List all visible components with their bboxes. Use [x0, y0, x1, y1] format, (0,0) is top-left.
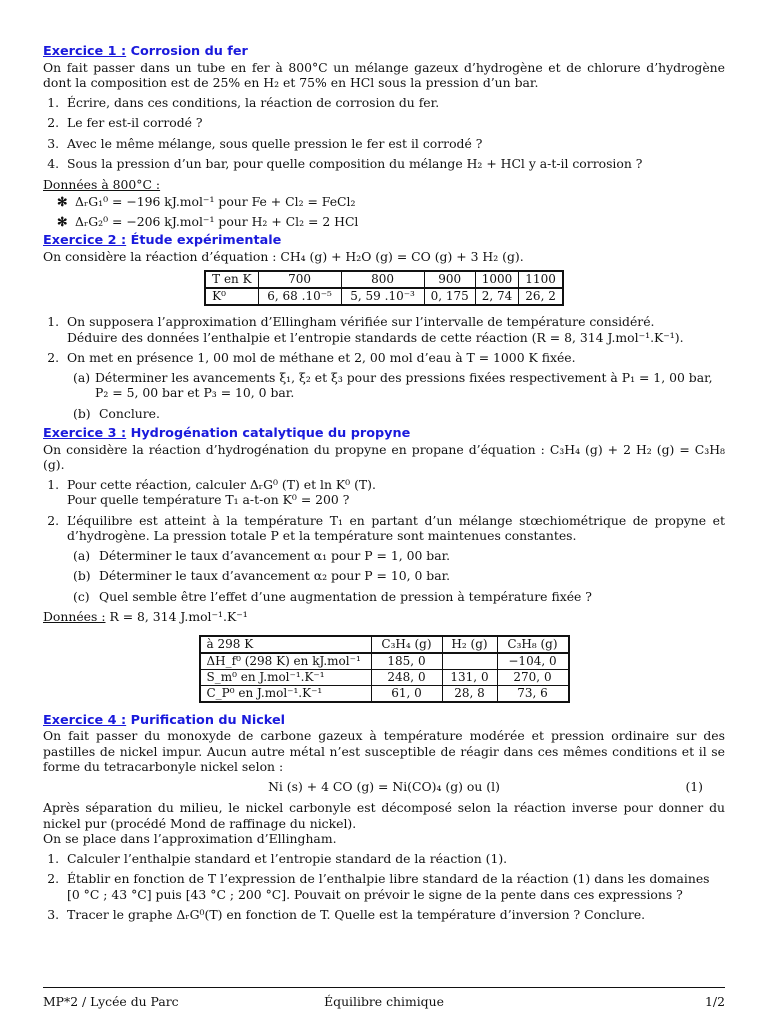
table-cell: 26, 2: [519, 288, 563, 305]
table-header-cell: H₂ (g): [442, 636, 497, 653]
question-item: [63, 477, 725, 508]
footer-course: MP*2 / Lycée du Parc: [43, 994, 179, 1009]
table-cell: 61, 0: [371, 685, 442, 702]
exercise-4-heading: [43, 713, 725, 729]
asterisk-icon: ✻: [57, 213, 68, 229]
exercise-3-data-value: R = 8, 314 J.mol⁻¹.K⁻¹: [109, 609, 248, 624]
data-bullet: [57, 194, 725, 210]
question-line: 1. Pour cette réaction, calculer ΔᵣG⁰ (T) et ln K⁰ (T).: [67, 476, 376, 492]
table-cell: 6, 68 .10⁻⁵: [258, 288, 341, 305]
reaction-equation: [43, 779, 725, 795]
sub-question-text: Quel semble être l’effet d’une augmentation de pression à température fixée ?: [98, 588, 592, 604]
sub-questions: [67, 548, 725, 605]
table-cell: 1000: [475, 271, 519, 288]
thermodynamic-data-table: [199, 635, 570, 703]
table-cell: C_P⁰ en J.mol⁻¹.K⁻¹: [200, 685, 372, 702]
question-item: 3. Tracer le graphe ΔᵣG⁰(T) en fonction de T. Quelle est la température d’inversion ? Conclure.: [63, 907, 725, 923]
exercise-1-intro: On fait passer dans un tube en fer à 800°C un mélange gazeux d’hydrogène et de chlorure d’hydrogène dont la composition est de 25% en H₂ et 75% en HCl sous la pression d’un bar.: [43, 59, 725, 90]
table-cell: 248, 0: [371, 669, 442, 685]
table-cell: [442, 653, 497, 670]
table-cell: S_m⁰ en J.mol⁻¹.K⁻¹: [200, 669, 372, 685]
question-line: 2. L’équilibre est atteint à la température T₁ en partant d’un mélange stœchiométrique de propyne et d’hydrogène. La pression totale P et la température sont maintenues constantes.: [67, 512, 725, 543]
table-header-cell: à 298 K: [200, 636, 372, 653]
sub-question: [73, 568, 725, 584]
table-cell: ΔH_f⁰ (298 K) en kJ.mol⁻¹: [200, 653, 372, 670]
table-header-cell: T en K: [205, 271, 258, 288]
question-item: 2. Le fer est-il corrodé ?: [63, 115, 725, 131]
question-item: [63, 513, 725, 605]
exercise-4-title: Purification du Nickel: [130, 712, 286, 728]
exercise-4-questions: [43, 851, 725, 923]
exercise-1-title: Corrosion du fer: [130, 44, 248, 59]
table-cell: 185, 0: [371, 653, 442, 670]
question-item: 3. Avec le même mélange, sous quelle pression le fer est il corrodé ?: [63, 136, 725, 152]
exercise-1-data-list: [57, 194, 725, 229]
equation-number: (1): [685, 778, 703, 794]
question-line: Pour quelle température T₁ a-t-on K⁰ = 200 ?: [67, 492, 350, 507]
sub-question-text: Déterminer le taux d’avancement α₂ pour P = 10, 0 bar.: [98, 568, 451, 583]
question-line: 1. On supposera l’approximation d’Ellingham vérifiée sur l’intervalle de température considéré.: [67, 314, 655, 329]
sub-question-label: (a): [73, 369, 91, 385]
sub-question-text: Déterminer le taux d’avancement α₁ pour P = 1, 00 bar.: [98, 547, 451, 563]
table-header-cell: C₃H₈ (g): [497, 636, 569, 653]
data-bullet: [57, 214, 725, 230]
table-cell: 270, 0: [497, 669, 569, 685]
exercise-2-questions: [43, 314, 725, 421]
exercise-1-heading: [43, 44, 725, 60]
table-header-cell: C₃H₄ (g): [371, 636, 442, 653]
data-bullet-text: ΔᵣG₂⁰ = −206 kJ.mol⁻¹ pour H₂ + Cl₂ = 2 HCl: [75, 213, 359, 229]
table-cell: 700: [258, 271, 341, 288]
footer-chapter: Équilibre chimique: [324, 994, 444, 1009]
sub-question-label: (b): [73, 568, 91, 583]
sub-question-text: Déterminer les avancements ξ₁, ξ₂ et ξ₃ pour des pressions fixées respectivement à P₁ = 1, 00 bar, P₂ = 5, 00 bar et P₃ = 10, 0 bar.: [95, 369, 713, 400]
exercise-3-questions: [43, 477, 725, 605]
table-header-cell: K⁰: [205, 288, 258, 305]
exercise-4-label: Exercice 4 :: [43, 712, 127, 728]
exercise-3-heading: [43, 426, 725, 442]
exercise-2-heading: [43, 233, 725, 249]
question-item: [63, 350, 725, 421]
table-cell: 1100: [519, 271, 563, 288]
sub-question-label: (b): [73, 405, 91, 421]
exercise-2-title: Étude expérimentale: [130, 233, 282, 248]
table-cell: 28, 8: [442, 685, 497, 702]
table-cell: −104, 0: [497, 653, 569, 670]
exercise-3-intro: On considère la réaction d’hydrogénation du propyne en propane d’équation : C₃H₄ (g) + 2 H₂ (g) = C₃H₈ (g).: [43, 441, 725, 472]
question-item: 1. Écrire, dans ces conditions, la réaction de corrosion du fer.: [63, 95, 725, 111]
question-item: [63, 314, 725, 345]
table-cell: 73, 6: [497, 685, 569, 702]
question-item: 4. Sous la pression d’un bar, pour quelle composition du mélange H₂ + HCl y a-t-il corrosion ?: [63, 156, 725, 172]
exercise-2-label: Exercice 2 :: [43, 233, 127, 248]
exercise-1-data-label: Données à 800°C :: [43, 176, 161, 192]
exercise-4-paragraph: Après séparation du milieu, le nickel carbonyle est décomposé selon la réaction inverse pour donner du nickel pur (procédé Mond de raffinage du nickel).: [43, 800, 725, 831]
page-footer: [43, 987, 725, 1009]
equilibrium-constant-table: [204, 270, 564, 306]
equation-text: Ni (s) + 4 CO (g) = Ni(CO)₄ (g) ou (l): [268, 778, 500, 794]
table-cell: 900: [424, 271, 475, 288]
exercise-3-label: Exercice 3 :: [43, 426, 127, 441]
exercise-3-data-label: Données :: [43, 609, 106, 624]
table-cell: 0, 175: [424, 288, 475, 305]
exercise-1-label: Exercice 1 :: [43, 44, 127, 59]
sub-question-label: (a): [73, 547, 91, 563]
sub-question: [73, 370, 725, 401]
table-cell: 131, 0: [442, 669, 497, 685]
exercise-1-questions: [43, 95, 725, 172]
data-bullet-text: ΔᵣG₁⁰ = −196 kJ.mol⁻¹ pour Fe + Cl₂ = FeCl₂: [75, 194, 356, 209]
exercise-4-paragraph: On se place dans l’approximation d’Ellingham.: [43, 831, 337, 846]
sub-question-label: (c): [73, 588, 90, 604]
question-line: 2. On met en présence 1, 00 mol de méthane et 2, 00 mol d’eau à T = 1000 K fixée.: [67, 350, 576, 365]
sub-questions: [67, 370, 725, 422]
exercise-4-intro: On fait passer du monoxyde de carbone gazeux à température modérée et pression ordinaire sur des pastilles de nickel impur. Aucun autre métal n’est susceptible de réagir dans ces mêmes conditions et il se forme du tetracarbonyle nickel selon :: [43, 728, 725, 774]
sub-question: [73, 406, 725, 422]
exercise-3-data: [43, 609, 725, 625]
document-page: [43, 40, 725, 928]
sub-question: [73, 548, 725, 564]
question-item: 2. Établir en fonction de T l’expression de l’enthalpie libre standard de la réaction (1) dans les domaines [0 °C ; 43 °C] puis [43 °C ; 200 °C]. Pouvait on prévoir le signe de la pente dans ces expressions ?: [63, 871, 725, 902]
table-cell: 800: [341, 271, 424, 288]
sub-question: [73, 589, 725, 605]
sub-question-text: Conclure.: [98, 405, 160, 421]
question-item: 1. Calculer l’enthalpie standard et l’entropie standard de la réaction (1).: [63, 851, 725, 867]
footer-page-number: 1/2: [705, 994, 725, 1009]
question-line: Déduire des données l’enthalpie et l’entropie standards de cette réaction (R = 8, 314 J.mol⁻¹.K⁻¹).: [67, 329, 684, 345]
asterisk-icon: ✻: [57, 194, 68, 209]
exercise-2-intro: On considère la réaction d’équation : CH₄ (g) + H₂O (g) = CO (g) + 3 H₂ (g).: [43, 248, 524, 264]
exercise-3-title: Hydrogénation catalytique du propyne: [130, 426, 411, 441]
table-cell: 5, 59 .10⁻³: [341, 288, 424, 305]
table-cell: 2, 74: [475, 288, 519, 305]
